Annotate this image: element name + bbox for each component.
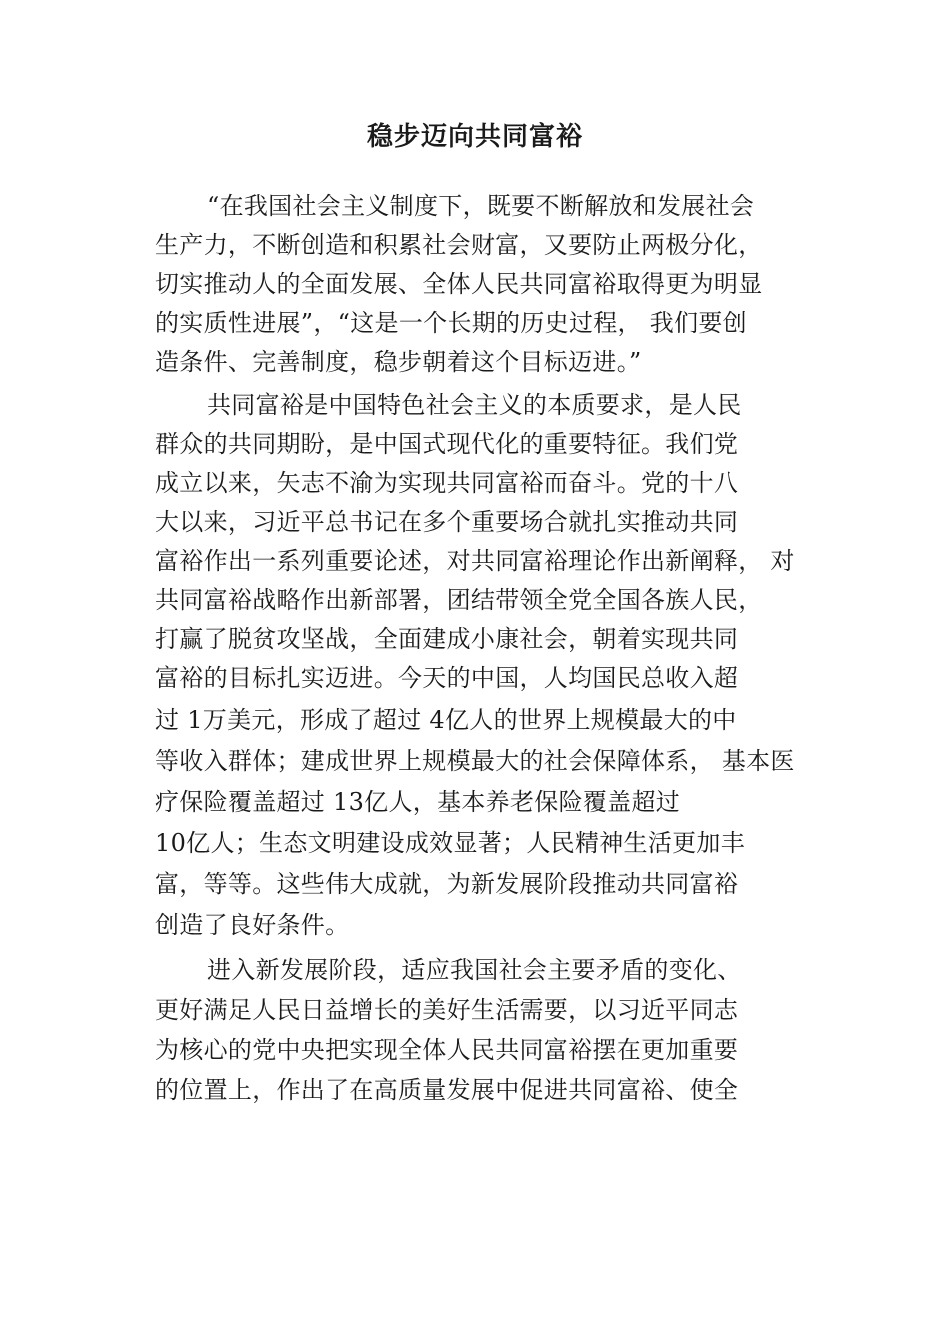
paragraph-2-line-7: 打赢了脱贫攻坚战，全面建成小康社会，朝着实现共同	[155, 625, 739, 653]
paragraph-2-line-4: 大以来，习近平总书记在多个重要场合就扎实推动共同	[155, 508, 739, 536]
paragraph-3-line-2: 更好满足人民日益增长的美好生活需要，以习近平同志	[155, 996, 739, 1024]
paragraph-3-line-4: 的位置上，作出了在高质量发展中促进共同富裕、使全	[155, 1076, 739, 1104]
paragraph-3-line-1: 进入新发展阶段，适应我国社会主要矛盾的变化、	[207, 956, 742, 984]
paragraph-1-line-2: 生产力，不断创造和积累社会财富，又要防止两极分化，	[155, 231, 763, 259]
paragraph-2-line-13: 富，等等。这些伟大成就，为新发展阶段推动共同富裕	[155, 870, 739, 898]
paragraph-2-line-5: 富裕作出一系列重要论述，对共同富裕理论作出新阐释， 对	[155, 547, 795, 575]
paragraph-1-line-1: “在我国社会主义制度下，既要不断解放和发展社会	[207, 192, 755, 220]
paragraph-2-line-2: 群众的共同期盼，是中国式现代化的重要特征。我们党	[155, 430, 739, 458]
paragraph-1-line-3: 切实推动人的全面发展、全体人民共同富裕取得更为明显	[155, 270, 763, 298]
paragraph-2-line-6: 共同富裕战略作出新部署，团结带领全党全国各族人民，	[155, 586, 763, 614]
paragraph-2-line-11: 疗保险覆盖超过 13亿人，基本养老保险覆盖超过	[155, 788, 681, 816]
paragraph-2-line-3: 成立以来，矢志不渝为实现共同富裕而奋斗。党的十八	[155, 469, 739, 497]
paragraph-2-line-9: 过 1万美元，形成了超过 4亿人的世界上规模最大的中	[155, 706, 737, 734]
page-title: 稳步迈向共同富裕	[366, 122, 583, 152]
paragraph-1-line-4: 的实质性进展”，“这是一个长期的历史过程， 我们要创	[155, 309, 747, 337]
paragraph-2-line-12: 10亿人；生态文明建设成效显著；人民精神生活更加丰	[155, 829, 746, 857]
paragraph-2-line-1: 共同富裕是中国特色社会主义的本质要求，是人民	[207, 391, 742, 419]
paragraph-1-line-5: 造条件、完善制度，稳步朝着这个目标迈进。”	[155, 348, 642, 376]
paragraph-2-line-8: 富裕的目标扎实迈进。今天的中国，人均国民总收入超	[155, 664, 739, 692]
paragraph-3-line-3: 为核心的党中央把实现全体人民共同富裕摆在更加重要	[155, 1036, 739, 1064]
paragraph-2-line-10: 等收入群体；建成世界上规模最大的社会保障体系， 基本医	[155, 747, 795, 775]
paragraph-2-line-14: 创造了良好条件。	[155, 911, 350, 939]
